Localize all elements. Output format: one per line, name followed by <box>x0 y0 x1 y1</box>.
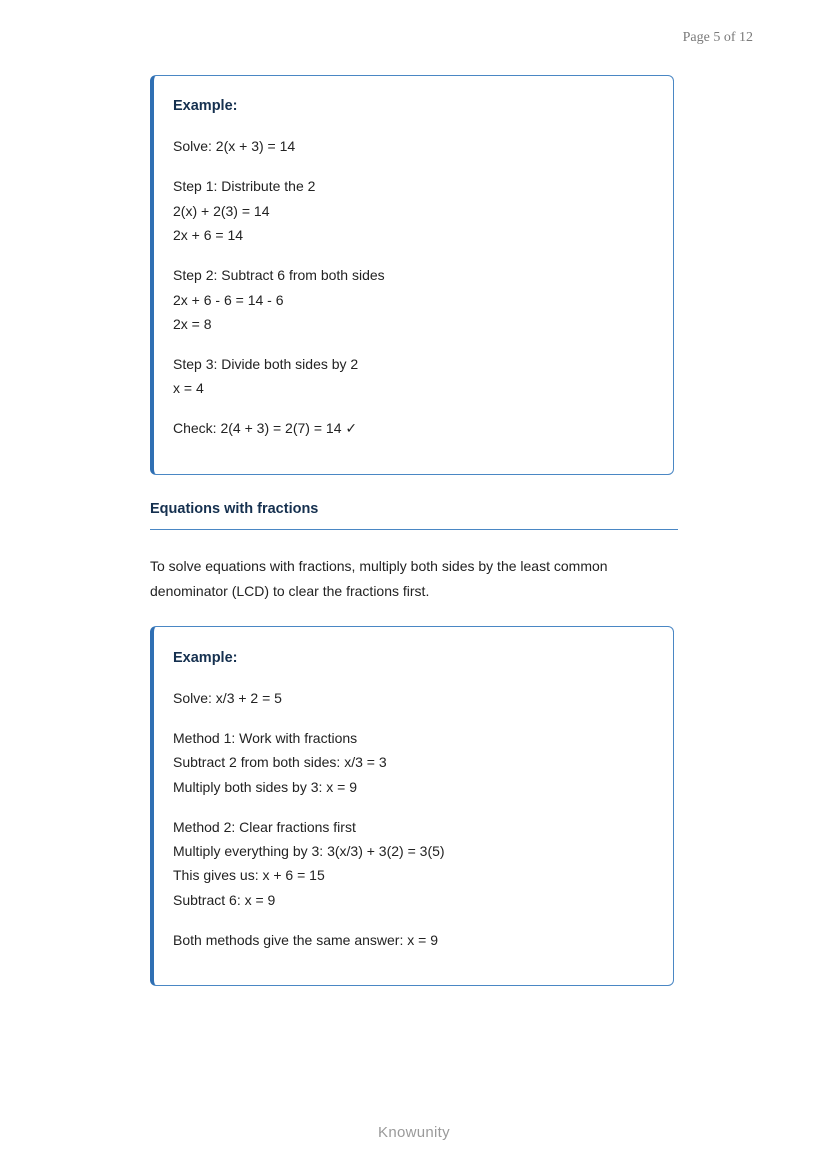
example-title: Example: <box>173 650 238 666</box>
step-2-line-1: 2x + 6 - 6 = 14 - 6 <box>173 292 284 308</box>
method-2-line-1: Multiply everything by 3: 3(x/3) + 3(2) = 3(5) <box>173 843 445 859</box>
method-1-line-2: Multiply both sides by 3: x = 9 <box>173 779 358 795</box>
example-box-fractions <box>150 626 674 986</box>
paragraph-line-1: To solve equations with fractions, multiply both sides by the least common <box>150 558 608 574</box>
method-2-title: Method 2: Clear fractions first <box>173 819 356 835</box>
paragraph-line-2: denominator (LCD) to clear the fractions first. <box>150 583 430 599</box>
section-divider <box>150 529 678 530</box>
section-heading: Equations with fractions <box>150 501 319 517</box>
step-1-line-1: 2(x) + 2(3) = 14 <box>173 203 270 219</box>
step-3-title: Step 3: Divide both sides by 2 <box>173 356 359 372</box>
example-problem: Solve: 2(x + 3) = 14 <box>173 138 296 154</box>
method-1-title: Method 1: Work with fractions <box>173 730 358 746</box>
method-2-line-3: Subtract 6: x = 9 <box>173 892 276 908</box>
conclusion-line: Both methods give the same answer: x = 9 <box>173 932 438 948</box>
check-line: Check: 2(4 + 3) = 2(7) = 14 ✓ <box>173 420 358 436</box>
footer-brand: Knowunity <box>378 1124 450 1141</box>
step-1-line-2: 2x + 6 = 14 <box>173 227 244 243</box>
step-1-title: Step 1: Distribute the 2 <box>173 178 316 194</box>
example-title: Example: <box>173 98 238 114</box>
example-problem: Solve: x/3 + 2 = 5 <box>173 690 282 706</box>
method-2-line-2: This gives us: x + 6 = 15 <box>173 867 325 883</box>
method-1-line-1: Subtract 2 from both sides: x/3 = 3 <box>173 754 387 770</box>
example-box-distribute <box>150 75 674 475</box>
step-2-line-2: 2x = 8 <box>173 316 212 332</box>
step-3-line-1: x = 4 <box>173 380 204 396</box>
step-2-title: Step 2: Subtract 6 from both sides <box>173 267 385 283</box>
page-number: Page 5 of 12 <box>682 30 753 45</box>
